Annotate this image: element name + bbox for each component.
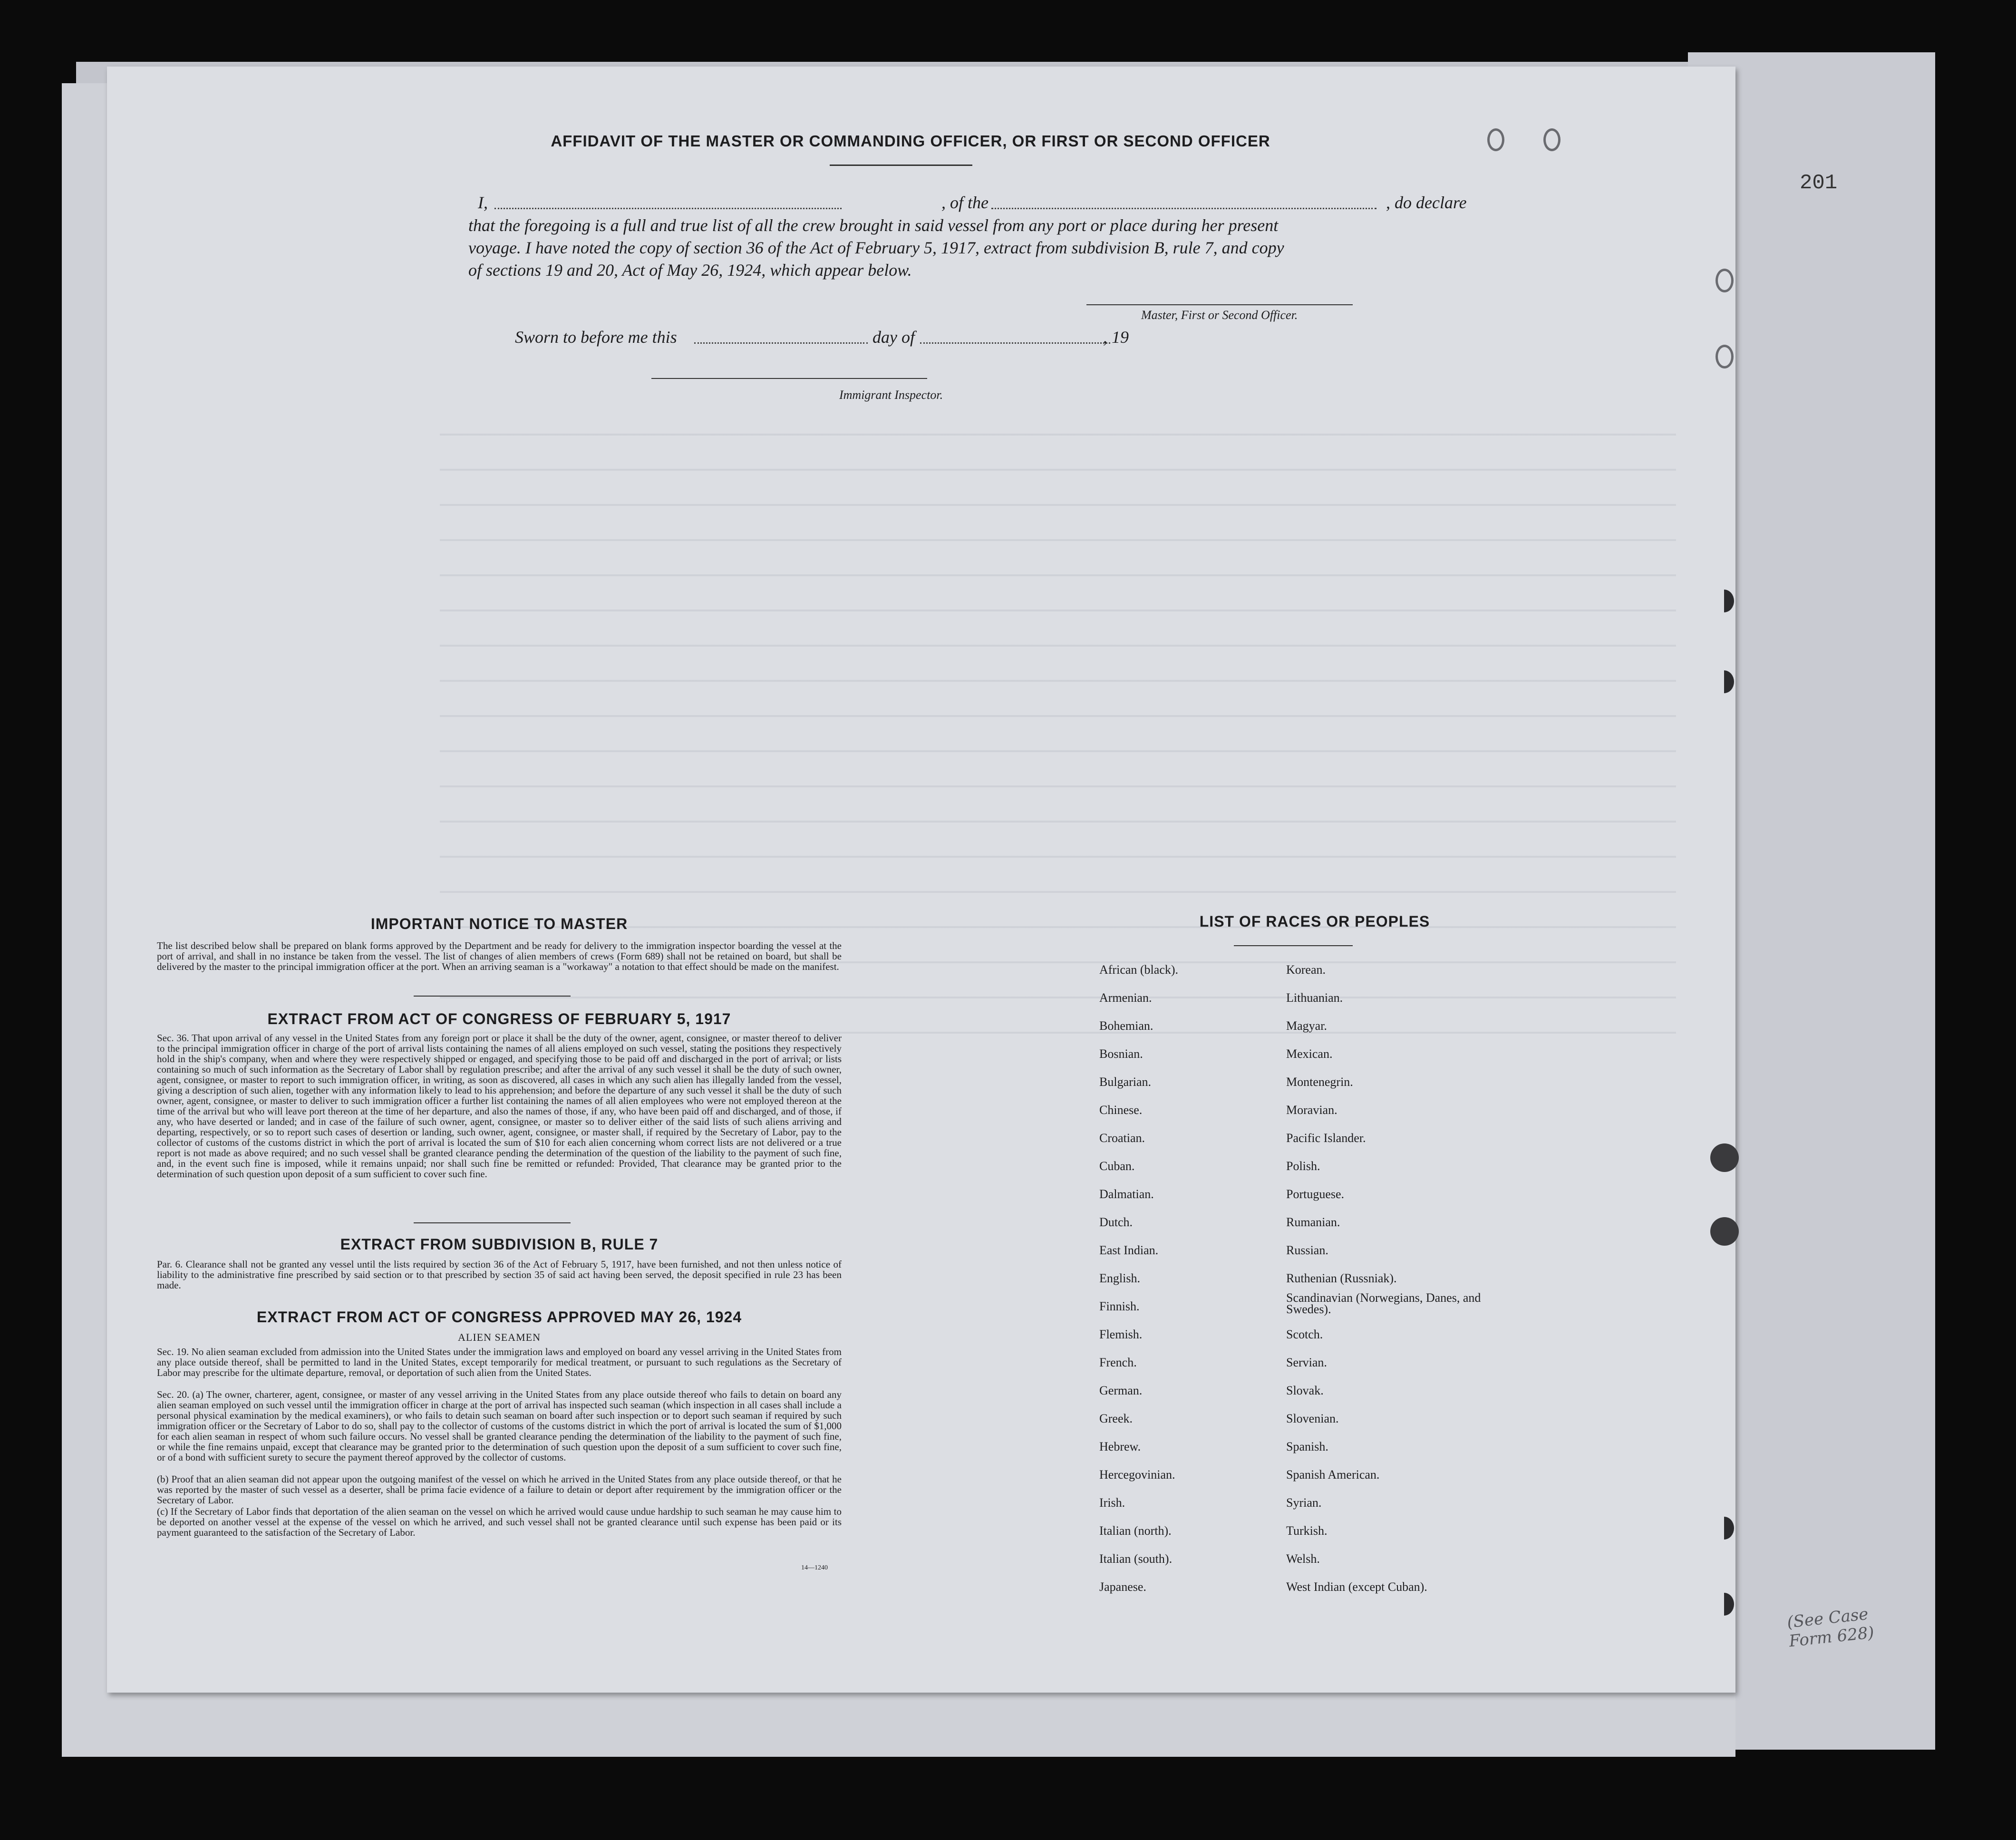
race-entry: African (black). (1099, 963, 1179, 977)
race-entry: Japanese. (1099, 1580, 1146, 1594)
races-underline (1234, 945, 1353, 946)
notice-divider (414, 996, 571, 997)
binder-hole (1716, 269, 1734, 292)
race-entry: Turkish. (1286, 1524, 1328, 1538)
races-left-column (1099, 956, 1270, 1601)
race-entry: Spanish. (1286, 1440, 1328, 1453)
race-entry: Italian (south). (1099, 1552, 1173, 1566)
race-entry: Irish. (1099, 1496, 1125, 1510)
race-entry: Croatian. (1099, 1131, 1145, 1145)
race-entry: Bohemian. (1099, 1019, 1153, 1033)
binder-hole (1716, 345, 1734, 368)
day-of-text: day of (872, 328, 915, 347)
race-entry: Cuban. (1099, 1159, 1135, 1173)
extract-1917-title: EXTRACT FROM ACT OF CONGRESS OF FEBRUARY 5, 1917 (267, 1010, 731, 1027)
sec20b-text: (b) Proof that an alien seaman did not appear upon the outgoing manifest of the vessel on which he arrived in the United States from any place outside thereof, or that he was reported by the master of such vessel as a deserter, shall be prima facie evidence of a failure to detain or deport after requirement by the immigration officer or the Secretary of Labor. (157, 1473, 842, 1506)
race-entry: Dutch. (1099, 1215, 1133, 1229)
race-entry: Russian. (1286, 1243, 1328, 1257)
binder-hole (1710, 1143, 1739, 1172)
notice-body: The list described below shall be prepared on blank forms approved by the Department and be ready for delivery to the immigration inspector boarding the vessel at the port of arrival, and shall in no instance be taken from the vessel. The list of changes of alien members of crews (Form 689) shall not be retained on board, but shall be delivered by the master to the principal immigration officer at the port. When an arriving seaman is a "workaway" a notation to that effect should be made on the manifest. (157, 940, 842, 972)
race-entry: French. (1099, 1356, 1137, 1369)
race-entry: Hercegovinian. (1099, 1468, 1175, 1482)
sworn-month-blank (920, 342, 1110, 344)
race-entry: Lithuanian. (1286, 991, 1343, 1005)
race-entry: West Indian (except Cuban). (1286, 1580, 1427, 1594)
extract-1924-subtitle: ALIEN SEAMEN (458, 1331, 541, 1343)
race-entry: Magyar. (1286, 1019, 1327, 1033)
race-entry: Scandinavian (Norwegians, Danes, and Swedes). (1286, 1291, 1481, 1316)
binder-hole (1714, 1517, 1734, 1540)
race-entry: Greek. (1099, 1412, 1133, 1425)
race-entry: Mexican. (1286, 1047, 1333, 1061)
master-signature-caption: Master, First or Second Officer. (1141, 308, 1298, 322)
race-entry: Dalmatian. (1099, 1187, 1154, 1201)
race-entry: Korean. (1286, 963, 1326, 977)
margin-note: (See Case Form 628) (1786, 1604, 1875, 1651)
binder-hole (1710, 1217, 1739, 1246)
extract-1917-divider (414, 1222, 571, 1223)
race-entry: Hebrew. (1099, 1440, 1141, 1453)
race-entry: Bosnian. (1099, 1047, 1143, 1061)
race-entry: Syrian. (1286, 1496, 1322, 1510)
race-entry: English. (1099, 1271, 1140, 1285)
race-entry: Servian. (1286, 1356, 1327, 1369)
race-entry: Pacific Islander. (1286, 1131, 1366, 1145)
do-declare-text: , do declare (1386, 193, 1467, 212)
races-right-column (1286, 956, 1505, 1601)
name-blank (494, 208, 842, 209)
vessel-blank (991, 208, 1376, 209)
affidavit-i: I, (478, 193, 488, 212)
of-the-text: , of the (941, 193, 989, 212)
master-signature-line (1086, 304, 1353, 305)
page-number: 201 (1800, 171, 1838, 195)
binder-hole (1714, 1593, 1734, 1616)
notice-title: IMPORTANT NOTICE TO MASTER (370, 915, 628, 932)
binder-hole (1487, 128, 1504, 151)
year-text: , 19 (1103, 328, 1129, 347)
sec20c-text: (c) If the Secretary of Labor finds that deportation of the alien seaman on the vessel on which he arrived would cause undue hardship to such seaman he may cause him to be deported on another vessel at the expense of the vessel on which he arrived, and such vessel shall not be granted clearance until such expense has been paid or its payment guaranteed to the satisfaction of the Secretary of Labor. (157, 1506, 842, 1538)
race-entry: Ruthenian (Russniak). (1286, 1271, 1397, 1285)
race-entry: Moravian. (1286, 1103, 1338, 1117)
affidavit-line-2: that the foregoing is a full and true list of all the crew brought in said vessel from any port or place during her present (468, 216, 1279, 235)
extract-rule7-body: Par. 6. Clearance shall not be granted any vessel until the lists required by section 36 of the Act of February 5, 1917, have been furnished, and not then unless notice of liability to the administrative fine prescribed by said section or to that prescribed by section 35 of said act having been served, the deposit specified in rule 23 has been made. (157, 1259, 842, 1291)
race-entry: Bulgarian. (1099, 1075, 1152, 1089)
affidavit-title: AFFIDAVIT OF THE MASTER OR COMMANDING OFFICER, OR FIRST OR SECOND OFFICER (551, 132, 1270, 150)
race-entry: East Indian. (1099, 1243, 1159, 1257)
race-entry: Finnish. (1099, 1299, 1140, 1313)
sworn-day-blank (694, 342, 868, 344)
race-entry: German. (1099, 1384, 1143, 1397)
binder-hole (1714, 590, 1734, 612)
extract-1917-body: Sec. 36. That upon arrival of any vessel in the United States from any foreign port or place it shall be the duty of the owner, agent, consignee, or master thereof to deliver to the principal immigration officer in charge of the port of arrival lists containing the names of all aliens employed on such vessel, stating the positions they respectively hold in the ship's company, when and where they were respectively shipped or engaged, and specifying those to be paid off and discharged in the port of arrival; or lists containing so much of such information as the Secretary of Labor shall by regulation prescribe; and after the arrival of any such vessel it shall be the duty of such owner, agent, consignee, or master to report to such immigration officer, in writing, as soon as discovered, all cases in which any such alien has illegally landed from the vessel, giving a description of such alien, together with any information likely to lead to his apprehension; and before the departure of any such vessel it shall be the duty of such owner, agent, consignee, or master to deliver to such immigration officer a further list containing the names of all alien employees who were not employed thereon at the time of the arrival but who will leave port thereon at the time of her departure, and also the names of those, if any, who have been paid off and discharged, and of those, if any, who have deserted or landed; and in case of the failure of such owner, agent, consignee, or master so to deliver either of the said lists of such aliens arriving and departing, respectively, or so to report such cases of desertion or landing, such owner, agent, consignee, or master shall, if required by the Secretary of Labor, pay to the collector of customs of the customs district in which the port of arrival is located the sum of $10 for each alien concerning whom correct lists are not delivered or a true report is not made as above required; and no such vessel shall be granted clearance pending the determination of the question of the liability to the payment of such fine, and, in the event such fine is imposed, while it remains unpaid; nor shall such fine be remitted or refunded: Provided, That clearance may be granted prior to the determination of such question upon deposit of a sum sufficient to cover such fine. (157, 1032, 842, 1180)
race-entry: Scotch. (1286, 1327, 1323, 1341)
inspector-signature-line (651, 378, 927, 379)
extract-1924-title: EXTRACT FROM ACT OF CONGRESS APPROVED MAY 26, 1924 (256, 1308, 742, 1326)
extract-rule7-title: EXTRACT FROM SUBDIVISION B, RULE 7 (340, 1236, 659, 1253)
race-entry: Italian (north). (1099, 1524, 1172, 1538)
race-entry: Welsh. (1286, 1552, 1320, 1566)
race-entry: Spanish American. (1286, 1468, 1380, 1482)
inspector-signature-caption: Immigrant Inspector. (839, 388, 943, 402)
affidavit-line-1 (478, 193, 488, 213)
affidavit-page (107, 67, 1735, 1693)
race-entry: Chinese. (1099, 1103, 1143, 1117)
race-entry: Flemish. (1099, 1327, 1143, 1341)
form-code: 14—1240 (801, 1564, 828, 1571)
affidavit-line-3: voyage. I have noted the copy of section 36 of the Act of February 5, 1917, extract from subdivision B, rule 7, and copy (468, 238, 1284, 257)
race-entry: Portuguese. (1286, 1187, 1345, 1201)
race-entry: Slovak. (1286, 1384, 1324, 1397)
race-entry: Slovenian. (1286, 1412, 1339, 1425)
sec20a-text: Sec. 20. (a) The owner, charterer, agent, consignee, or master of any vessel arriving in the United States from any place outside thereof who fails to detain on board any alien seaman employed on such vessel until the immigration officer in charge at the port of arrival has inspected such seaman (which inspection in all cases shall include a personal physical examination by the medical examiners), or who fails to detain such seaman on board after such inspection or to deport such seaman if required by such immigration officer or the Secretary of Labor to do so, shall pay to the collector of customs of the customs district in which the port of arrival is located the sum of $1,000 for each alien seaman in respect of whom such failure occurs. No vessel shall be granted clearance pending the determination of the liability to the payment of such fine, or while the fine remains unpaid, except that clearance may be granted prior to the determination of such question upon the deposit of a sum sufficient to cover such fine, or of a bond with sufficient surety to secure the payment thereof approved by the collector of customs. (157, 1389, 842, 1463)
sworn-text: Sworn to before me this (515, 328, 677, 347)
sec19-text: Sec. 19. No alien seaman excluded from admission into the United States under the immigration laws and employed on board any vessel arriving in the United States from any place outside thereof, shall be permitted to land in the United States, except temporarily for medical treatment, or pursuant to such regulations as the Secretary of Labor may prescribe for the ultimate departure, removal, or deportation of such alien from the United States. (157, 1346, 842, 1378)
race-entry: Montenegrin. (1286, 1075, 1353, 1089)
binder-hole (1543, 128, 1560, 151)
binder-hole (1714, 670, 1734, 693)
race-entry: Armenian. (1099, 991, 1152, 1005)
affidavit-line-4: of sections 19 and 20, Act of May 26, 1924, which appear below. (468, 261, 912, 280)
races-title: LIST OF RACES OR PEOPLES (1199, 913, 1430, 930)
race-entry: Polish. (1286, 1159, 1320, 1173)
race-entry: Rumanian. (1286, 1215, 1340, 1229)
title-underline (830, 165, 972, 166)
